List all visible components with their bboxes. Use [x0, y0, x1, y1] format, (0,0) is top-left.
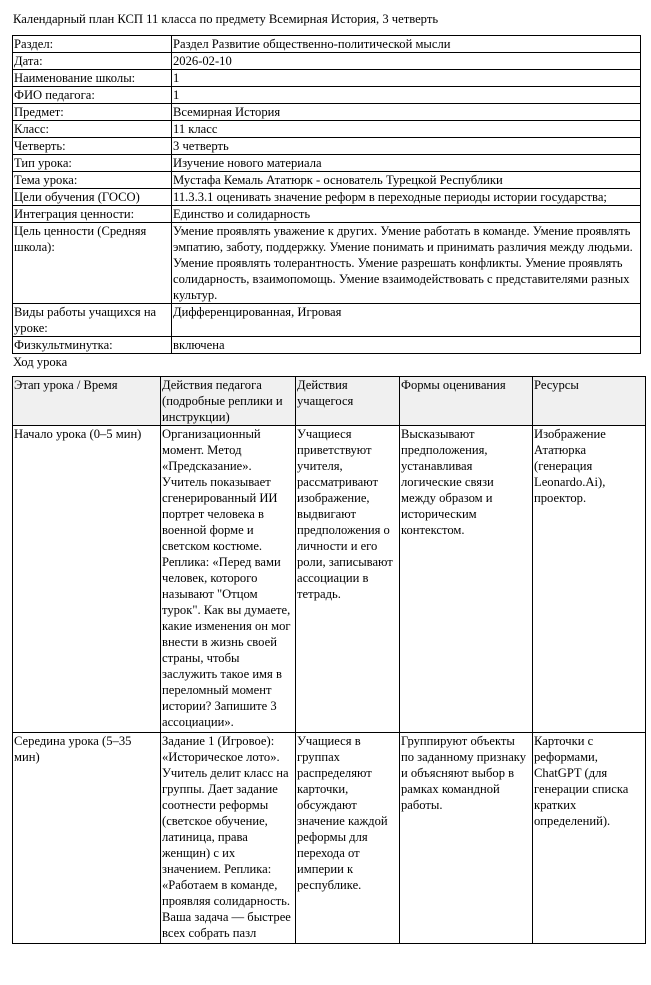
cell-assessment: Высказывают предположения, устанавливая логические связи между образом и историческим контекстом. — [400, 426, 533, 733]
info-value: 1 — [172, 87, 641, 104]
header-teacher-actions: Действия педагога (подробные реплики и инструкции) — [161, 377, 296, 426]
cell-teacher-actions: Задание 1 (Игровое): «Историческое лото». Учитель делит класс на группы. Дает задание соотнести реформы (светское обучение, латиница, права женщин) с их значением. Реплика: «Работаем в команде, проявляя солидарность. Ваша задача — быстрее всех собрать пазл — [161, 733, 296, 944]
info-value: 2026-02-10 — [172, 53, 641, 70]
cell-resources: Изображение Ататюрка (генерация Leonardo.Ai), проектор. — [533, 426, 646, 733]
info-value: Мустафа Кемаль Ататюрк - основатель Турецкой Республики — [172, 172, 641, 189]
cell-assessment: Группируют объекты по заданному признаку и объясняют выбор в рамках командной работы. — [400, 733, 533, 944]
info-value: 11.3.3.1 оценивать значение реформ в переходные периоды истории государства; — [172, 189, 641, 206]
lesson-flow-body — [13, 426, 646, 944]
document-title: Календарный план КСП 11 класса по предмету Всемирная История, 3 четверть — [13, 12, 439, 26]
info-label: Четверть: — [13, 138, 172, 155]
info-row — [13, 155, 641, 172]
cell-teacher-actions: Организационный момент. Метод «Предсказание». Учитель показывает сгенерированный ИИ портрет человека в военной форме и светском костюме. Реплика: «Перед вами человек, которого называют "Отцом турок". Как вы думаете, какие изменения он мог внести в жизнь своей страны, чтобы заслужить такое имя в переломный момент истории? Запишите 3 ассоциации». — [161, 426, 296, 733]
info-row — [13, 206, 641, 223]
lesson-flow-row — [13, 426, 646, 733]
info-row — [13, 337, 641, 354]
info-row — [13, 53, 641, 70]
info-label: Физкультминутка: — [13, 337, 172, 354]
info-row — [13, 70, 641, 87]
info-row — [13, 87, 641, 104]
info-value: 3 четверть — [172, 138, 641, 155]
header-student-actions: Действия учащегося — [296, 377, 400, 426]
info-row — [13, 304, 641, 337]
info-value: включена — [172, 337, 641, 354]
lesson-info-body — [13, 36, 641, 354]
header-stage: Этап урока / Время — [13, 377, 161, 426]
info-value: 11 класс — [172, 121, 641, 138]
info-value: Раздел Развитие общественно-политической мысли — [172, 36, 641, 53]
info-label: Цели обучения (ГОСО) — [13, 189, 172, 206]
info-row — [13, 223, 641, 304]
info-label: Тип урока: — [13, 155, 172, 172]
info-value: Умение проявлять уважение к других. Умение работать в команде. Умение проявлять эмпатию, заботу, поддержку. Умение понимать и принимать различия между людьми. Умение проявлять толерантность. Умение разрешать конфликты. Умение проявлять солидарность, взаимопомощь. Умение взаимодействовать с представителями разных культур. — [172, 223, 641, 304]
lesson-info-table — [12, 35, 641, 354]
info-value: Дифференцированная, Игровая — [172, 304, 641, 337]
info-row — [13, 121, 641, 138]
info-label: Виды работы учащихся на уроке: — [13, 304, 172, 337]
lesson-flow-header-row — [13, 377, 646, 426]
info-label: ФИО педагога: — [13, 87, 172, 104]
info-row — [13, 104, 641, 121]
info-label: Интеграция ценности: — [13, 206, 172, 223]
info-row — [13, 172, 641, 189]
info-value: Изучение нового материала — [172, 155, 641, 172]
header-assessment: Формы оценивания — [400, 377, 533, 426]
cell-stage: Начало урока (0–5 мин) — [13, 426, 161, 733]
info-row — [13, 36, 641, 53]
info-label: Тема урока: — [13, 172, 172, 189]
info-value: Единство и солидарность — [172, 206, 641, 223]
cell-student-actions: Учащиеся в группах распределяют карточки, обсуждают значение каждой реформы для перехода от империи к республике. — [296, 733, 400, 944]
info-value: 1 — [172, 70, 641, 87]
lesson-flow-row — [13, 733, 646, 944]
info-row — [13, 189, 641, 206]
lesson-flow-table — [12, 376, 646, 944]
document-page — [12, 10, 641, 944]
info-label: Класс: — [13, 121, 172, 138]
lesson-flow-title: Ход урока — [13, 355, 68, 369]
info-value: Всемирная История — [172, 104, 641, 121]
info-label: Дата: — [13, 53, 172, 70]
info-label: Цель ценности (Средняя школа): — [13, 223, 172, 304]
info-label: Наименование школы: — [13, 70, 172, 87]
cell-student-actions: Учащиеся приветствуют учителя, рассматривают изображение, выдвигают предположения о личности и его роли, записывают ассоциации в тетрадь. — [296, 426, 400, 733]
cell-resources: Карточки с реформами, ChatGPT (для генерации списка кратких определений). — [533, 733, 646, 944]
header-resources: Ресурсы — [533, 377, 646, 426]
info-row — [13, 138, 641, 155]
cell-stage: Середина урока (5–35 мин) — [13, 733, 161, 944]
info-label: Предмет: — [13, 104, 172, 121]
info-label: Раздел: — [13, 36, 172, 53]
